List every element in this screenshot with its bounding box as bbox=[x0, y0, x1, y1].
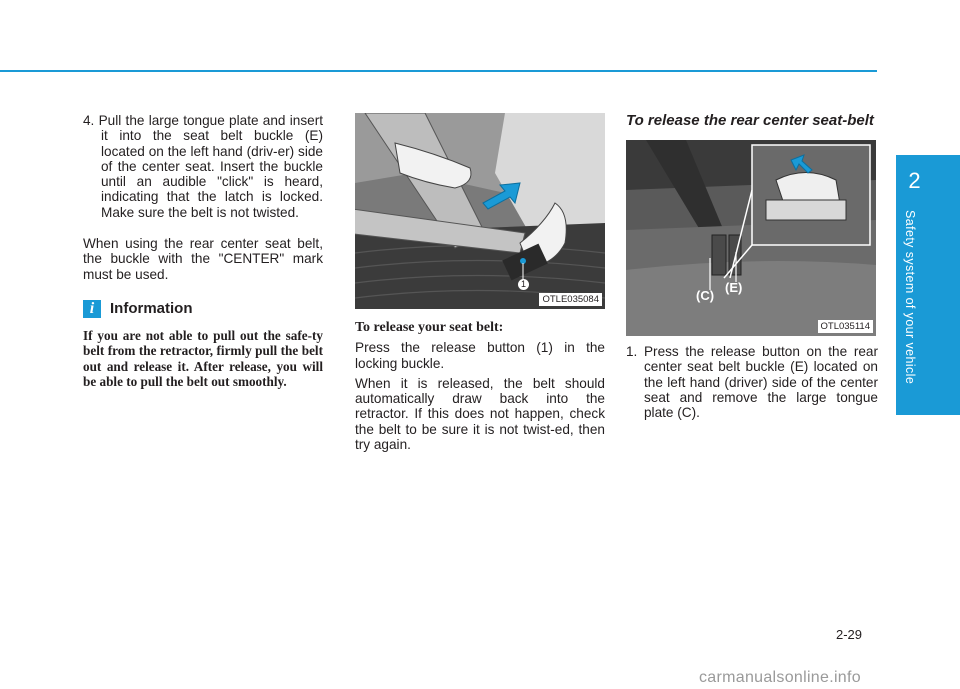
page-number: 2-29 bbox=[836, 627, 863, 642]
label-c: (C) bbox=[696, 288, 715, 303]
rear-center-buckle-illustration bbox=[626, 140, 876, 336]
chapter-title: Safety system of your vehicle bbox=[903, 210, 917, 385]
center-belt-paragraph: When using the rear center seat belt, the buckle with the "CENTER" mark must be used. bbox=[83, 236, 323, 282]
seatbelt-buckle-illustration bbox=[355, 113, 605, 309]
callout-1: 1 bbox=[518, 279, 529, 290]
illustration-code: OTL035114 bbox=[818, 320, 873, 333]
information-text: If you are not able to pull out the safe-ty belt from the retractor, firmly pull the belt out and release it. After release, you will be able to pull the belt out smoothly. bbox=[83, 327, 323, 390]
chapter-number: 2 bbox=[908, 168, 921, 193]
release-paragraph-2: When it is released, the belt should automatically draw back into the retractor. If this does not happen, check the belt to be sure it is not twist-ed, then try again. bbox=[355, 375, 605, 453]
watermark: carmanualsonline.info bbox=[699, 669, 861, 686]
column-right bbox=[626, 113, 878, 420]
chapter-tab bbox=[896, 155, 960, 415]
step-1: 1. Press the release button on the rear center seat belt buckle (E) located on the left hand (driver) side of the center seat and remove the large tongue plate (C). bbox=[626, 344, 878, 421]
step-4: 4. Pull the large tongue plate and insert it into the seat belt buckle (E) located on the left hand (driv-er) side of the center seat. Insert the buckle until an audible "click" is heard, indicating that the latch is locked. Make sure the belt is not twisted. bbox=[83, 113, 323, 220]
information-icon: i bbox=[83, 300, 101, 318]
rear-center-release-heading: To release the rear center seat-belt bbox=[626, 112, 874, 129]
column-middle bbox=[355, 113, 605, 452]
rear-buckle-drawing bbox=[626, 140, 876, 336]
header-rule bbox=[0, 70, 877, 72]
information-title: Information bbox=[110, 300, 193, 318]
label-e: (E) bbox=[725, 280, 743, 295]
column-left bbox=[83, 113, 323, 390]
illustration-code: OTLE035084 bbox=[539, 293, 602, 306]
release-paragraph-1: Press the release button (1) in the locking buckle. bbox=[355, 340, 605, 371]
release-subheading: To release your seat belt: bbox=[355, 320, 504, 335]
buckle-drawing bbox=[355, 113, 605, 309]
information-header bbox=[83, 300, 323, 318]
